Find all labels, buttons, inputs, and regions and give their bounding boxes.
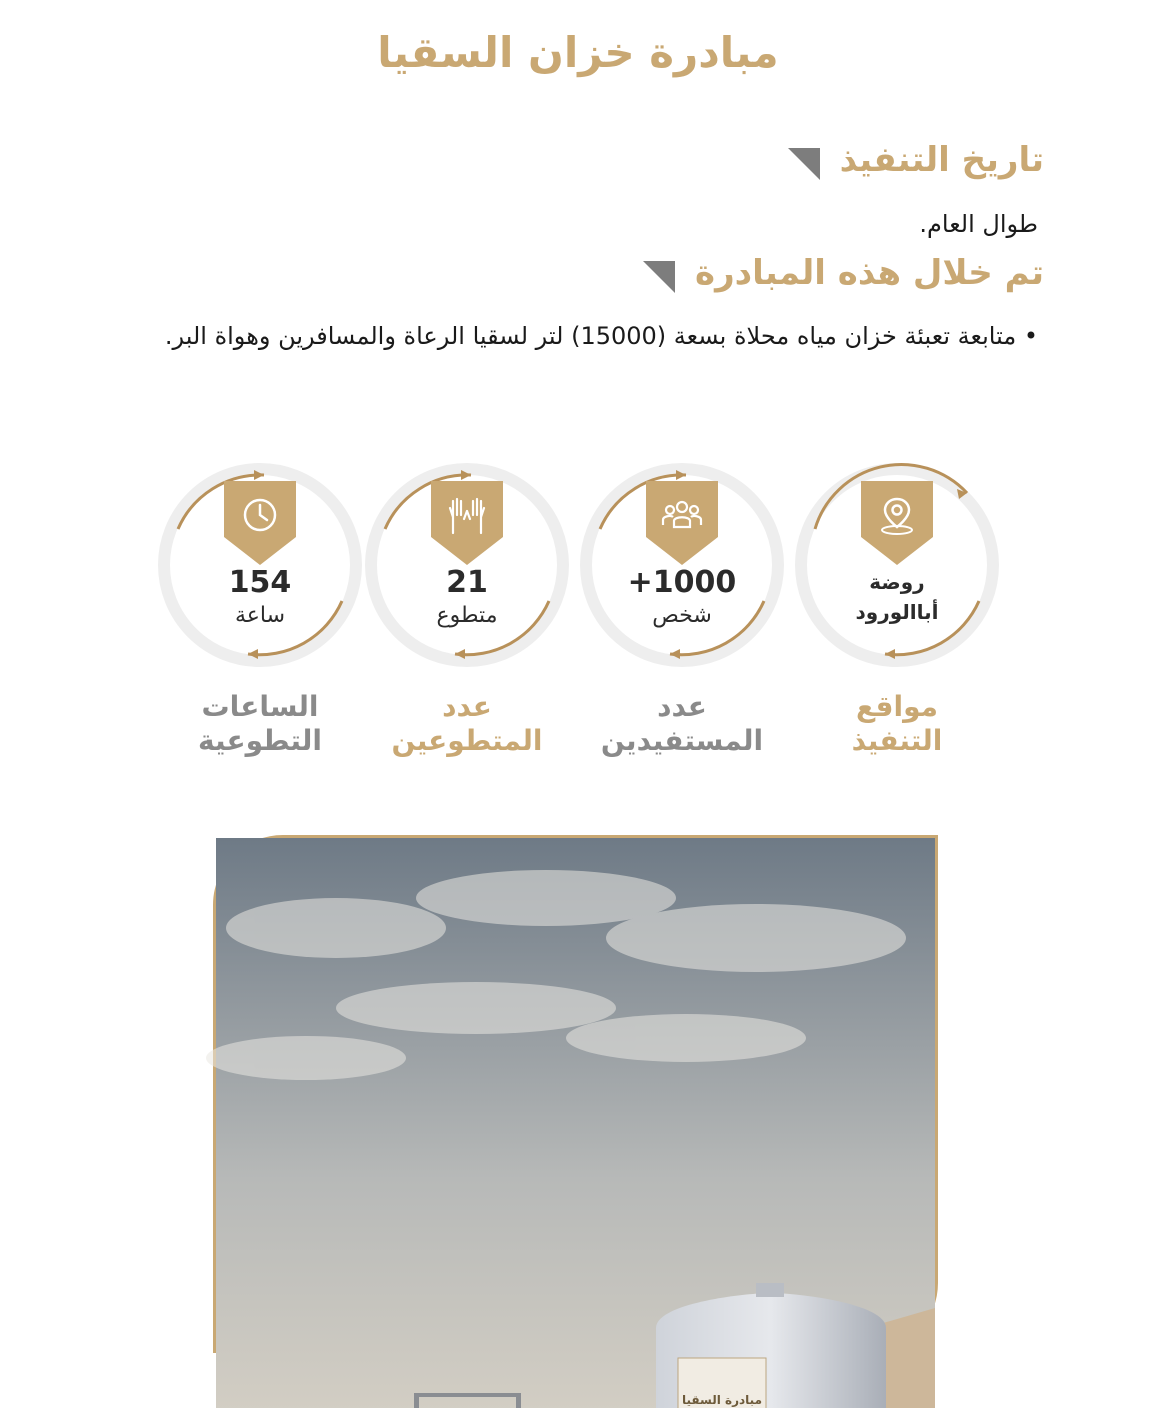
stat-value: روضة xyxy=(869,570,925,594)
during-heading xyxy=(643,253,1044,293)
stat-volunteers xyxy=(357,455,577,675)
stat-unit: ساعة xyxy=(234,603,286,628)
stat-value: 154 xyxy=(228,565,292,600)
caption-locations xyxy=(787,690,1007,758)
caption-line: التنفيذ xyxy=(851,724,943,757)
stat-unit: أباالورود xyxy=(855,600,939,624)
water-tank-photo xyxy=(213,835,938,1407)
clock-icon xyxy=(238,493,282,537)
date-heading-label: تاريخ التنفيذ xyxy=(839,140,1044,180)
caption-line: مواقع xyxy=(856,690,938,723)
badge xyxy=(431,481,503,565)
caption-line: المستفيدين xyxy=(600,724,764,757)
caption-hours xyxy=(150,690,370,758)
date-value: طوال العام. xyxy=(919,210,1038,238)
page-title: مبادرة خزان السقيا xyxy=(377,28,779,77)
stat-unit: شخص xyxy=(652,603,712,628)
stat-unit: متطوع xyxy=(436,603,498,628)
tank-sign-title: مبادرة السقيا xyxy=(681,1393,763,1407)
raised-hands-icon xyxy=(445,493,489,537)
stat-locations xyxy=(787,455,1007,675)
stat-value: +1000 xyxy=(627,565,737,600)
badge xyxy=(861,481,933,565)
stat-value: 21 xyxy=(446,565,488,600)
triangle-marker-icon xyxy=(643,261,675,293)
caption-line: عدد xyxy=(442,690,492,723)
initiative-bullet: • متابعة تعبئة خزان مياه محلاة بسعة (15000) لتر لسقيا الرعاة والمسافرين وهواة البر. xyxy=(164,322,1038,350)
badge xyxy=(224,481,296,565)
caption-line: الساعات xyxy=(201,690,319,723)
date-heading xyxy=(788,140,1044,180)
triangle-marker-icon xyxy=(788,148,820,180)
stat-beneficiaries xyxy=(572,455,792,675)
photo-scene xyxy=(216,838,935,1407)
badge xyxy=(646,481,718,565)
caption-beneficiaries xyxy=(572,690,792,758)
stat-hours xyxy=(150,455,370,675)
during-heading-label: تم خلال هذه المبادرة xyxy=(695,253,1044,293)
stat-place xyxy=(787,567,1007,627)
caption-line: التطوعية xyxy=(198,724,322,757)
caption-volunteers xyxy=(357,690,577,758)
caption-line: عدد xyxy=(657,690,707,723)
people-group-icon xyxy=(660,493,704,537)
caption-line: المتطوعين xyxy=(391,724,543,757)
location-pin-icon xyxy=(875,493,919,537)
